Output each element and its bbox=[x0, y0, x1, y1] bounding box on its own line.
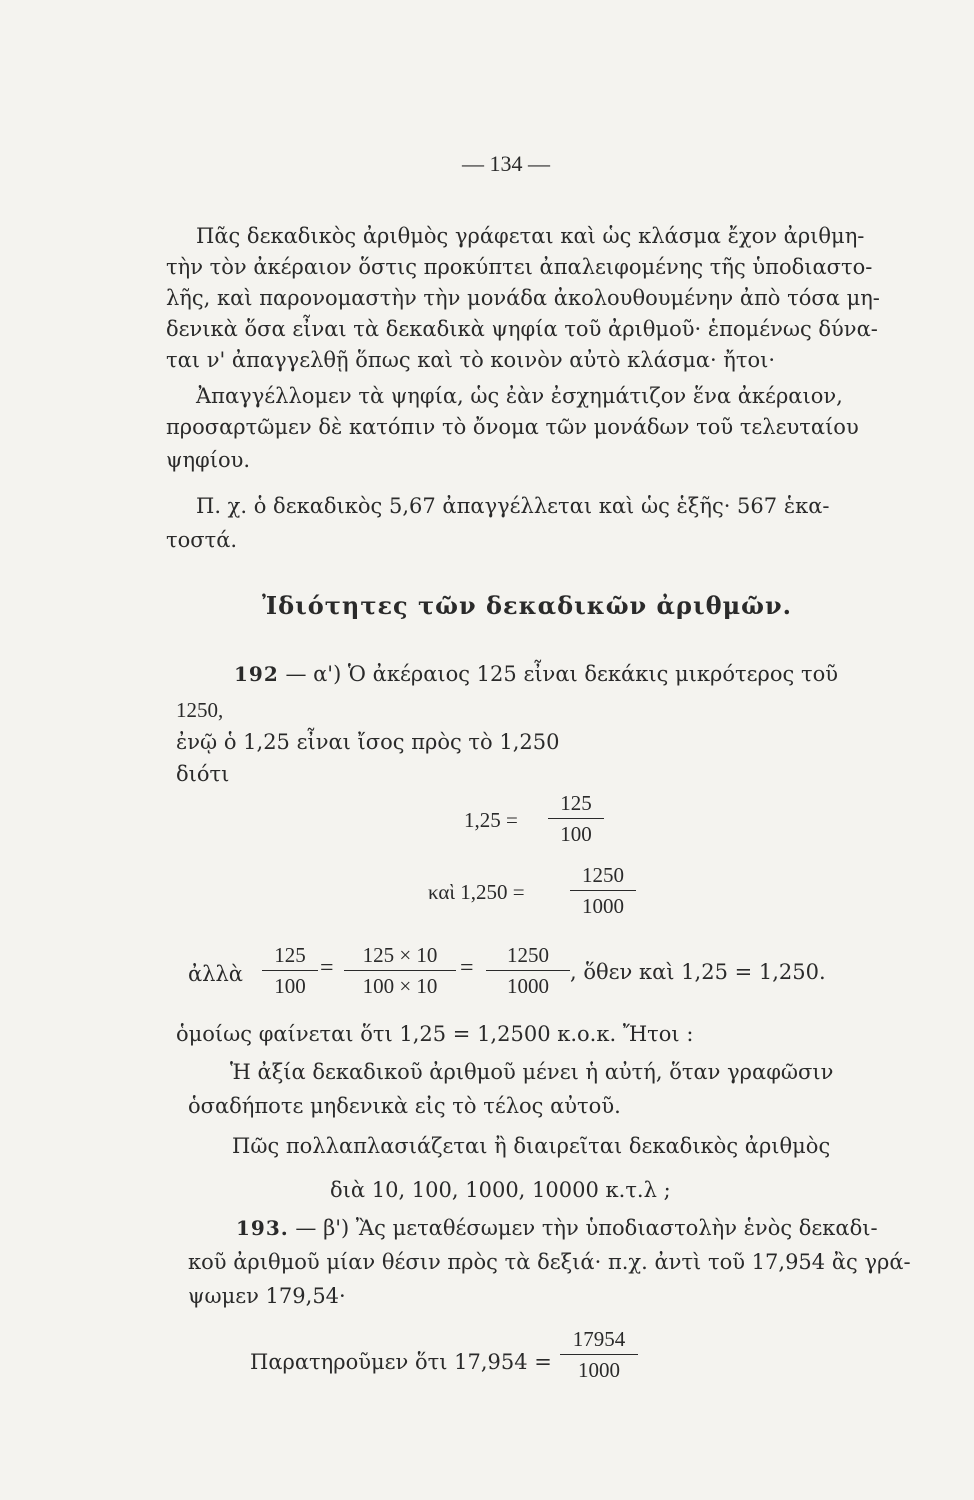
text-line: ἐνῷ ὁ 1,25 εἶναι ἴσος πρὸς τὸ 1,250 bbox=[176, 730, 560, 754]
numerator: 125 bbox=[274, 943, 306, 967]
rule-line: ὁσαδήποτε μηδενικὰ εἰς τὸ τέλος αὐτοῦ. bbox=[188, 1094, 621, 1118]
text-line: ψηφίου. bbox=[166, 448, 251, 472]
text-line: Πᾶς δεκαδικὸς ἀριθμὸς γράφεται καὶ ὡς κλάσμα ἔχον ἀριθμη- bbox=[196, 224, 865, 248]
text-line: λῆς, καὶ παρονομαστὴν τὴν μονάδα ἀκολουθουμένην ἀπὸ τόσα μη- bbox=[166, 286, 880, 310]
fraction-bar bbox=[262, 970, 318, 971]
question-line: διὰ 10, 100, 1000, 10000 κ.τ.λ ; bbox=[330, 1178, 671, 1202]
fraction-bar bbox=[344, 970, 456, 971]
text-line: Π. χ. ὁ δεκαδικὸς 5,67 ἀπαγγέλλεται καὶ ὡς ἑξῆς· 567 ἑκα- bbox=[196, 494, 830, 518]
numerator: 1250 bbox=[507, 943, 549, 967]
section-number-label: 193. bbox=[236, 1216, 289, 1240]
denominator: 1000 bbox=[578, 1358, 620, 1382]
fraction-bar bbox=[548, 818, 604, 819]
equation-lhs: Παρατηροῦμεν ὅτι 17,954 = bbox=[250, 1350, 552, 1374]
text-line: κοῦ ἀριθμοῦ μίαν θέσιν πρὸς τὰ δεξιά· π.χ. ἀντὶ τοῦ 17,954 ἂς γρά- bbox=[188, 1250, 911, 1274]
denominator: 1000 bbox=[507, 974, 549, 998]
equation-3-conclusion: , ὅθεν καὶ 1,25 = 1,250. bbox=[570, 960, 826, 984]
text-line: τοστά. bbox=[166, 528, 238, 552]
numerator: 1250 bbox=[582, 863, 624, 887]
fraction-1250-over-1000 bbox=[570, 862, 636, 919]
section-lead-text: — α') Ὁ ἀκέραιος 125 εἶναι δεκάκις μικρότερος τοῦ bbox=[285, 662, 838, 686]
text-line: 1250, bbox=[176, 698, 224, 722]
denominator: 100 bbox=[560, 822, 592, 846]
equals-sign: = bbox=[460, 955, 474, 981]
equation-3-word: ἀλλὰ bbox=[188, 962, 243, 986]
numerator: 125 × 10 bbox=[362, 943, 438, 967]
fraction-bar bbox=[570, 890, 636, 891]
text-line: ὁμοίως φαίνεται ὅτι 1,25 = 1,2500 κ.ο.κ. Ἤτοι : bbox=[176, 1022, 694, 1046]
numerator: 125 bbox=[560, 791, 592, 815]
page-number: — 134 — bbox=[462, 151, 550, 176]
text-line: ται ν' ἀπαγγελθῇ ὅπως καὶ τὸ κοινὸν αὐτὸ κλάσμα· ἤτοι· bbox=[166, 348, 776, 372]
text-line: διότι bbox=[176, 762, 230, 786]
denominator: 100 × 10 bbox=[362, 974, 438, 998]
rule-line: Ἡ ἀξία δεκαδικοῦ ἀριθμοῦ μένει ἡ αὐτή, ὅταν γραφῶσιν bbox=[230, 1060, 834, 1084]
section-number-label: 192 bbox=[234, 662, 279, 686]
fraction-bar bbox=[560, 1354, 638, 1355]
text-line: δενικὰ ὅσα εἶναι τὰ δεκαδικὰ ψηφία τοῦ ἀριθμοῦ· ἑπομένως δύνα- bbox=[166, 317, 878, 341]
section-heading: Ἰδιότητες τῶν δεκαδικῶν ἀριθμῶν. bbox=[262, 591, 793, 620]
section-number bbox=[234, 660, 838, 688]
section-lead bbox=[236, 1214, 878, 1242]
fraction-17954-over-1000 bbox=[560, 1326, 638, 1383]
equation-2-lhs: καὶ 1,250 = bbox=[428, 880, 525, 904]
fraction-125-over-100 bbox=[548, 790, 604, 847]
text-line: Ἀπαγγέλλομεν τὰ ψηφία, ὡς ἐὰν ἐσχημάτιζον ἕνα ἀκέραιον, bbox=[196, 384, 843, 408]
section-lead-text: — β') Ἂς μεταθέσωμεν τὴν ὑποδιαστολὴν ἑνὸς δεκαδι- bbox=[295, 1216, 878, 1240]
denominator: 1000 bbox=[582, 894, 624, 918]
equals-sign: = bbox=[320, 955, 334, 981]
fraction-125-over-100 bbox=[262, 942, 318, 999]
question-line: Πῶς πολλαπλασιάζεται ἢ διαιρεῖται δεκαδικὸς ἀριθμὸς bbox=[232, 1134, 831, 1158]
fraction-125x10-over-100x10 bbox=[344, 942, 456, 999]
denominator: 100 bbox=[274, 974, 306, 998]
fraction-1250-over-1000 bbox=[486, 942, 570, 999]
text-line: τὴν τὸν ἀκέραιον ὅστις προκύπτει ἀπαλειφομένης τῆς ὑποδιαστο- bbox=[166, 255, 873, 279]
numerator: 17954 bbox=[572, 1327, 626, 1351]
equation-1-lhs: 1,25 = bbox=[464, 808, 518, 832]
fraction-bar bbox=[486, 970, 570, 971]
text-line: προσαρτῶμεν δὲ κατόπιν τὸ ὄνομα τῶν μονάδων τοῦ τελευταίου bbox=[166, 415, 859, 439]
text-line: ψωμεν 179,54· bbox=[188, 1284, 346, 1308]
